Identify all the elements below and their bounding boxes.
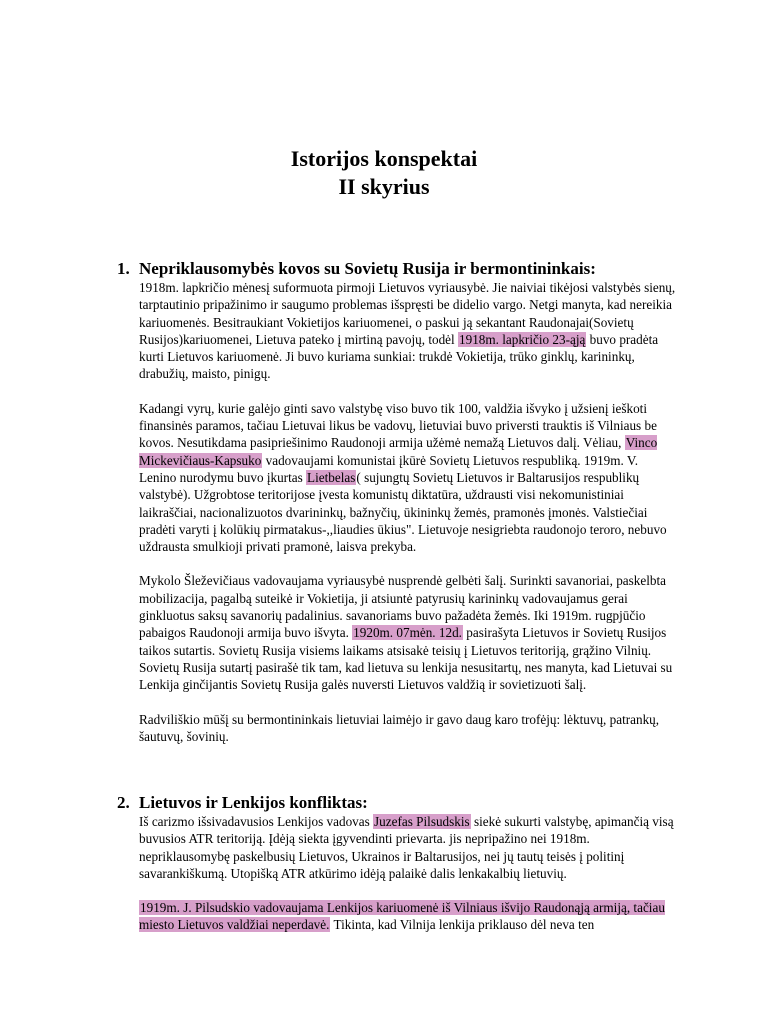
section-number: 1. xyxy=(117,259,130,278)
paragraph xyxy=(139,279,677,383)
paragraph-text: Mykolo Šleževičiaus vadovaujama vyriausybė nusprendė gelbėti šalį. Surinkti savanoriai, paskelbta mobilizacija, pagalbą suteikė ir Vokietija, ji atsiuntė patyrusių karininkų vadovaujamus gerai ginkluotus saksų savanorių padalinius. savanoriams buvo pažadėta žemės. Iki 1919m. rugpjūčio pabaigos Raudonoji armija buvo išvyta. xyxy=(139,573,666,641)
paragraph xyxy=(139,899,677,934)
highlighted-text: Juzefas Pilsudskis xyxy=(374,814,470,829)
section-title: Lietuvos ir Lenkijos konfliktas: xyxy=(139,793,368,812)
document-title: Istorijos konspektai xyxy=(290,146,478,171)
paragraph-gap xyxy=(117,694,677,711)
paragraph-gap xyxy=(117,555,677,572)
section-body xyxy=(117,813,677,934)
paragraph-text: siekė sukurti valstybę, apimančią visą buvusios ATR teritoriją. Įdėją siekta įgyvendinti prievarta. jis nepripažino nei 1918m. nepriklausomybę paskelbusių Lietuvos, Ukrainos ir Baltarusijos, nei jų tautų teisės į politinį savarankiškumą. Utopišką ATR atkūrimo idėją palaikė dalis lenkakalbių lietuvių. xyxy=(139,814,674,881)
paragraph xyxy=(139,813,677,882)
paragraph-gap xyxy=(117,882,677,899)
section-body xyxy=(117,279,677,745)
paragraph-text: buvo pradėta kurti Lietuvos kariuomenė. Ji buvo kuriama sunkiai: trukdė Vokietija, trūko ginklų, karininkų, drabužių, maisto, pinigų. xyxy=(139,331,659,382)
paragraph xyxy=(139,711,677,746)
highlighted-text: 1918m. lapkričio 23-ąją xyxy=(459,331,586,347)
paragraph-text: Kadangi vyrų, kurie galėjo ginti savo valstybę viso buvo tik 100, valdžia išvyko į užsienį ieškoti finansinės paramos, tačiau Lietuvai likus be vadovų, lietuviai buvo priversti trauktis iš Vilniaus be kovos. Nesutikdama pasipriešinimo Raudonoji armija užėmė nemažą Lietuvos dalį. Vėliau, xyxy=(139,400,657,451)
paragraph-text: Tikinta, kad Vilnija lenkija priklauso dėl neva ten xyxy=(330,917,595,933)
paragraph-text: Radviliškio mūšį su bermontininkais lietuviai laimėjo ir gavo daug karo trofėjų: lėktuvų, patrankų, šautuvų, šovinių. xyxy=(139,711,660,744)
document-subtitle: II skyrius xyxy=(338,174,430,199)
highlighted-text: Lietbelas xyxy=(307,469,356,485)
paragraph-text: vadovaujami komunistai įkūrė Sovietų Lietuvos respubliką. 1919m. V. Lenino nurodymu buvo įkurtas xyxy=(139,452,639,485)
paragraph-text: pasirašyta Lietuvos ir Sovietų Rusijos taikos sutartis. Sovietų Rusija visiems laikams atsisakė teisių į Lietuvos teritoriją, grąžino Vilnių. Sovietų Rusija sutartį pasirašė tik tam, kad lietuva su lenkija nesusitartų, nes manyta, kad Lietuvai su Lenkija ginčijantis Sovietų Rusija galės nuversti Lietuvos valdžią ir sovietizuoti šalį. xyxy=(139,625,673,693)
section-2 xyxy=(117,793,677,934)
section-title: Nepriklausomybės kovos su Sovietų Rusija ir bermontininkais: xyxy=(139,259,596,278)
paragraph-text: 1918m. lapkričio mėnesį suformuota pirmoji Lietuvos vyriausybė. Jie naiviai tikėjosi valstybės sienų, tarptautinio pripažinimo ir saugumo problemas išspręsti be didelio vargo. Netgi manyta, kad nereikia kariuomenės. Besitraukiant Vokietijos kariuomenei, o paskui ją sekantant Raudonajai(Sovietų Rusijos)kariuomenei, Lietuva pateko į mirtiną pavojų, todėl xyxy=(139,280,676,347)
section-1 xyxy=(117,259,677,745)
highlighted-text: Vinco Mickevičiaus-Kapsuko xyxy=(139,435,658,468)
paragraph-gap xyxy=(117,383,677,400)
paragraph-text: Iš carizmo išsivadavusios Lenkijos vadovas xyxy=(139,814,374,829)
highlighted-text: 1919m. J. Pilsudskio vadovaujama Lenkijos kariuomenė iš Vilniaus išvijo Raudonąją armiją, tačiau miesto Lietuvos valdžiai neperdavė. xyxy=(139,900,665,933)
paragraph xyxy=(139,400,677,556)
paragraph xyxy=(139,572,677,693)
section-heading xyxy=(117,793,677,813)
section-number: 2. xyxy=(117,793,130,812)
paragraph-text: ( sujungtų Sovietų Lietuvos ir Baltarusijos respublikų valstybė). Užgrobtose teritorijose įvesta komunistų diktatūra, uždrausti visi nekomunistiniai laikraščiai, nacionalizuotos dvarininkų, bažnyčių, ūkininkų žemės, pramonės įmonės. Valstiečiai pradėti varyti į kolūkių pirmatakus-,,liaudies ūkius". Lietuvoje nesigriebta raudonojo teroro, nebuvo uždrausta smulkioji privati pramonė, laisva prekyba. xyxy=(139,469,667,555)
highlighted-text: 1920m. 07mėn. 12d. xyxy=(353,625,462,641)
section-heading xyxy=(117,259,677,279)
